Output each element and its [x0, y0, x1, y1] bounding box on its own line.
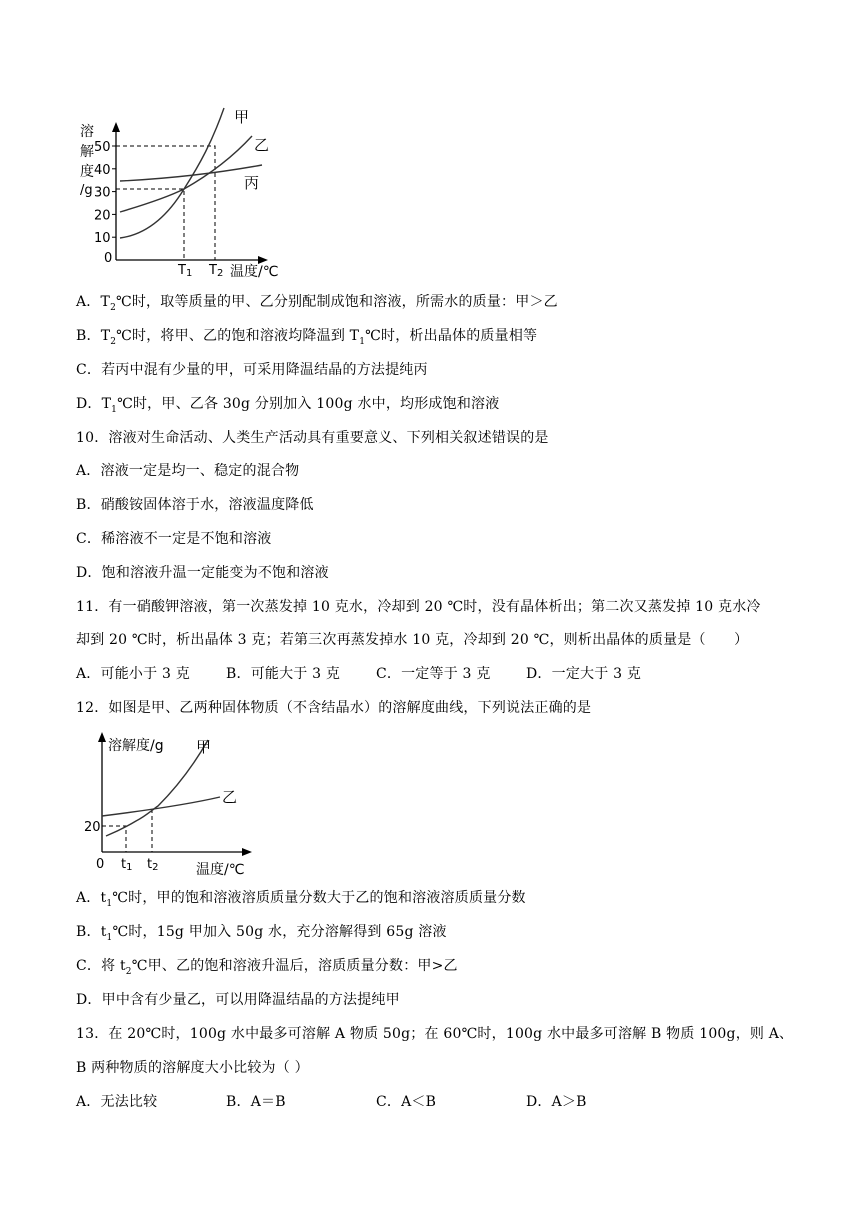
- q11-option-c: C．一定等于 3 克: [376, 666, 491, 682]
- chart1-label-bing: 丙: [244, 174, 260, 192]
- q13-option-a: A．无法比较: [76, 1094, 158, 1110]
- chart2-xtick-0: 0: [96, 857, 105, 872]
- solubility-chart-2: [80, 730, 260, 878]
- chart1-ytick-50: 50: [94, 140, 111, 155]
- chart1-ytick-20: 20: [94, 208, 111, 224]
- q12-option-b: B．$t_1℃$时，15g 甲加入 50g 水，充分溶解得到 65g 溶液: [76, 924, 447, 943]
- q13-option-b: B．A＝B: [226, 1094, 286, 1110]
- chart1-ylabel-2: 解: [80, 144, 94, 160]
- chart2-x-arrow-icon: [242, 848, 252, 856]
- chart2-guide-t1: [102, 826, 126, 852]
- q10-stem: 10．溶液对生命活动、人类生产活动具有重要意义、下列相关叙述错误的是: [76, 430, 549, 446]
- q11-option-d: D．一定大于 3 克: [526, 666, 642, 682]
- q13-options: [76, 1092, 587, 1112]
- chart2-ylabel: 溶解度/g: [108, 738, 164, 754]
- chart1-label-yi: 乙: [254, 136, 270, 154]
- chart1-y-arrow-icon: [112, 122, 120, 132]
- q10-option-c: C．稀溶液不一定是不饱和溶液: [76, 531, 272, 547]
- chart2-curve-jia: [106, 740, 208, 836]
- q9-option-a: A．$T_2℃$时，取等质量的甲、乙分别配制成饱和溶液，所需水的质量：甲＞乙: [76, 294, 558, 313]
- q9-option-c: C．若丙中混有少量的甲，可采用降温结晶的方法提纯丙: [76, 362, 428, 378]
- chart2-label-yi: 乙: [222, 788, 238, 806]
- q11-stem-line1: 11．有一硝酸钾溶液，第一次蒸发掉 10 克水，冷却到 20 ℃时，没有晶体析出；第二次又蒸发掉 10 克水冷: [76, 599, 761, 615]
- chart1-guide-t1: [116, 189, 184, 260]
- q9-option-d: D．$T_1℃$时，甲、乙各 30g 分别加入 100g 水中，均形成饱和溶液: [76, 396, 500, 415]
- q12-option-d: D．甲中含有少量乙，可以用降温结晶的方法提纯甲: [76, 992, 400, 1008]
- q11-option-b: B．可能大于 3 克: [226, 666, 341, 682]
- q13-option-d: D．A＞B: [526, 1094, 587, 1110]
- chart1-xlabel: 温度/℃: [230, 264, 279, 280]
- q13-option-c: C．A＜B: [376, 1094, 437, 1110]
- q13-stem-line1: 13．在 20℃时，100g 水中最多可溶解 A 物质 50g；在 60℃时，100g 水中最多可溶解 B 物质 100g，则 A、: [76, 1026, 794, 1042]
- chart2-xtick-t1: t1: [121, 857, 133, 873]
- q11-stem-line2: 却到 20 ℃时，析出晶体 3 克；若第三次再蒸发掉水 10 克，冷却到 20 ℃，则析出晶体的质量是（ ）: [76, 632, 749, 648]
- chart1-ytick-10: 10: [94, 231, 111, 247]
- q12-option-c: C．将 $t_2℃$甲、乙的饱和溶液升温后，溶质质量分数：甲>乙: [76, 958, 458, 977]
- chart1-ytick-40: 40: [94, 162, 111, 178]
- chart2-label-jia: 甲: [196, 738, 212, 756]
- chart1-ylabel-4: /g: [80, 183, 93, 198]
- q9-option-b: B．$T_2℃$时，将甲、乙的饱和溶液均降温到 $T_1℃$时，析出晶体的质量相等: [76, 328, 538, 347]
- chart1-ylabel-1: 溶: [80, 124, 94, 140]
- chart1-xtick-t1: T1: [178, 263, 193, 279]
- chart1-ytick-0: 0: [104, 251, 113, 266]
- chart1-xtick-t2: T2: [209, 263, 224, 279]
- chart1-y-ticks: [94, 140, 116, 266]
- chart1-ylabel-3: 度: [80, 164, 94, 180]
- q13-stem-line2: B 两种物质的溶解度大小比较为（ ）: [76, 1060, 309, 1076]
- chart2-xtick-t2: t2: [147, 857, 159, 873]
- q12-option-a: A．$t_1℃$时，甲的饱和溶液溶质质量分数大于乙的饱和溶液溶质质量分数: [76, 890, 526, 909]
- chart1-x-arrow-icon: [258, 256, 268, 264]
- q12-stem: 12．如图是甲、乙两种固体物质（不含结晶水）的溶解度曲线，下列说法正确的是: [76, 700, 592, 716]
- chart2-curve-yi: [102, 797, 220, 816]
- chart1-label-jia: 甲: [234, 108, 250, 126]
- chart2-ytick-20: 20: [84, 820, 101, 835]
- q10-option-a: A．溶液一定是均一、稳定的混合物: [76, 463, 300, 479]
- solubility-chart-1: [72, 100, 292, 280]
- q10-option-d: D．饱和溶液升温一定能变为不饱和溶液: [76, 565, 329, 581]
- chart2-y-arrow-icon: [98, 732, 106, 742]
- chart1-curve-yi: [120, 136, 252, 212]
- q10-option-b: B．硝酸铵固体溶于水，溶液温度降低: [76, 497, 314, 513]
- chart2-xlabel: 温度/℃: [196, 862, 245, 878]
- chart1-ytick-30: 30: [94, 185, 111, 201]
- q11-option-a: A．可能小于 3 克: [76, 666, 190, 682]
- q11-options: [76, 664, 641, 684]
